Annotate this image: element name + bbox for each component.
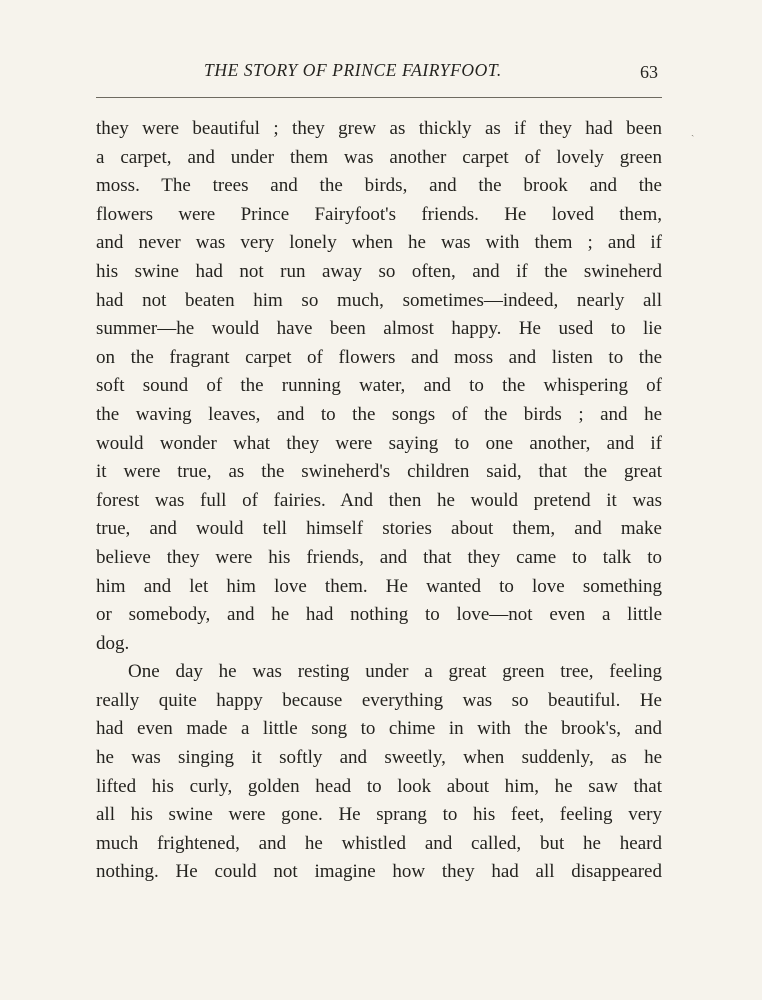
text-line: true, and would tell himself stories about them, and make xyxy=(96,518,662,540)
header-rule xyxy=(96,97,662,98)
text-line: believe they were his friends, and that they came to talk to xyxy=(96,546,662,568)
text-line: and never was very lonely when he was with them ; and if xyxy=(96,232,662,254)
text-line: on the fragrant carpet of flowers and moss and listen to the xyxy=(96,346,662,368)
paragraph xyxy=(96,658,662,887)
text-line: he was singing it softly and sweetly, when suddenly, as he xyxy=(96,747,662,769)
page-body xyxy=(96,115,662,887)
text-line: much frightened, and he whistled and called, but he heard xyxy=(96,832,662,854)
text-line: summer—he would have been almost happy. He used to lie xyxy=(96,318,662,340)
text-line: lifted his curly, golden head to look about him, he saw that xyxy=(96,775,662,797)
text-line: forest was full of fairies. And then he would pretend it was xyxy=(96,489,662,511)
text-line: nothing. He could not imagine how they had all disappeared xyxy=(96,861,662,883)
text-line: or somebody, and he had nothing to love—not even a little xyxy=(96,604,662,626)
text-line: the waving leaves, and to the songs of the birds ; and he xyxy=(96,403,662,425)
margin-mark: ˎ xyxy=(691,126,695,137)
text-line: it were true, as the swineherd's children said, that the great xyxy=(96,461,662,483)
text-line: flowers were Prince Fairyfoot's friends. He loved them, xyxy=(96,203,662,225)
running-header xyxy=(96,56,662,92)
text-line: had not beaten him so much, sometimes—indeed, nearly all xyxy=(96,289,662,311)
paragraph xyxy=(96,115,662,658)
text-line: all his swine were gone. He sprang to his feet, feeling very xyxy=(96,804,662,826)
text-line: him and let him love them. He wanted to love something xyxy=(96,575,662,597)
text-line: really quite happy because everything was so beautiful. He xyxy=(96,689,662,711)
text-line: soft sound of the running water, and to the whispering of xyxy=(96,375,662,397)
text-line: they were beautiful ; they grew as thickly as if they had been xyxy=(96,118,662,139)
running-title: THE STORY OF PRINCE FAIRYFOOT. xyxy=(204,60,502,80)
text-line: would wonder what they were saying to one another, and if xyxy=(96,432,662,454)
text-line: his swine had not run away so often, and if the swineherd xyxy=(96,260,662,282)
text-line: moss. The trees and the birds, and the brook and the xyxy=(96,175,662,197)
text-line: a carpet, and under them was another carpet of lovely green xyxy=(96,146,662,168)
text-line: One day he was resting under a great green tree, feeling xyxy=(128,661,662,683)
text-line: dog. xyxy=(96,632,130,654)
text-line: had even made a little song to chime in with the brook's, and xyxy=(96,718,662,740)
page-number: 63 xyxy=(640,62,658,82)
